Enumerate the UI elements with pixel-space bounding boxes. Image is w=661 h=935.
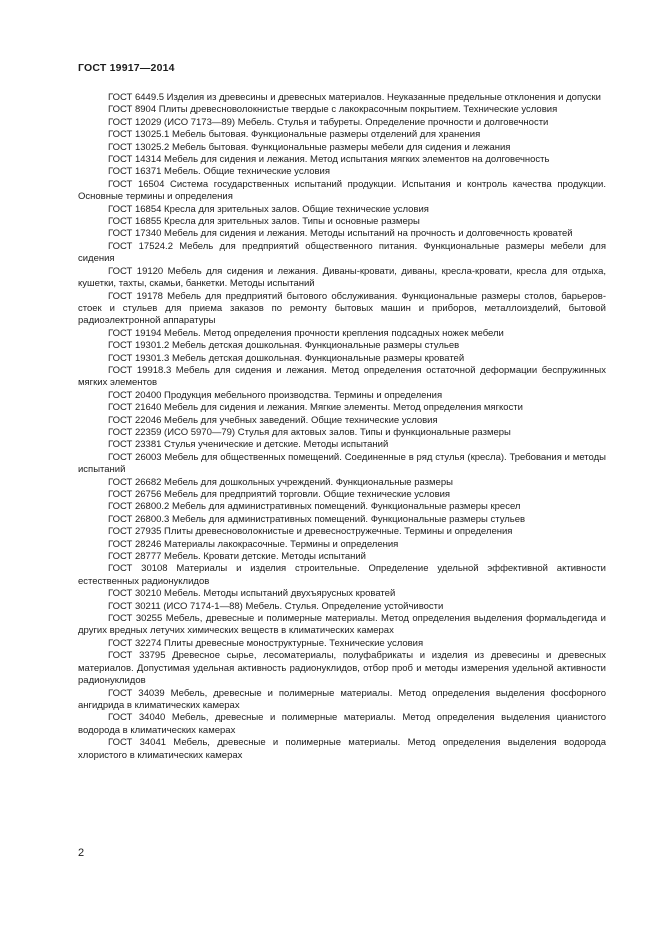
reference-item: ГОСТ 34041 Мебель, древесные и полимерные материалы. Метод определения выделения водорода хлористого в климатических камерах: [78, 737, 606, 761]
reference-item: ГОСТ 27935 Плиты древесноволокнистые и древесностружечные. Термины и определения: [108, 526, 513, 538]
reference-item: ГОСТ 30210 Мебель. Методы испытаний двухъярусных кроватей: [108, 588, 396, 600]
reference-item: ГОСТ 34039 Мебель, древесные и полимерные материалы. Метод определения выделения фосфорного ангидрида в климатических камерах: [78, 687, 606, 711]
reference-item: ГОСТ 28246 Материалы лакокрасочные. Термины и определения: [108, 538, 399, 550]
reference-item: ГОСТ 26800.2 Мебель для административных помещений. Функциональные размеры кресел: [108, 501, 521, 513]
reference-item: ГОСТ 14314 Мебель для сидения и лежания. Метод испытания мягких элементов на долговечность: [108, 154, 550, 166]
reference-item: ГОСТ 26682 Мебель для дошкольных учреждений. Функциональные размеры: [108, 476, 453, 488]
reference-item: ГОСТ 20400 Продукция мебельного производства. Термины и определения: [108, 389, 443, 401]
normative-references-list: [78, 92, 606, 762]
reference-item: ГОСТ 17340 Мебель для сидения и лежания. Методы испытаний на прочность и долговечность кроватей: [108, 228, 573, 240]
reference-item: ГОСТ 26756 Мебель для предприятий торговли. Общие технические условия: [108, 489, 451, 500]
reference-item: ГОСТ 17524.2 Мебель для предприятий общественного питания. Функциональные размеры мебели для сидения: [78, 240, 606, 265]
reference-item: ГОСТ 28777 Мебель. Кровати детские. Методы испытаний: [108, 551, 366, 563]
reference-item: ГОСТ 19120 Мебель для сидения и лежания. Диваны-кровати, диваны, кресла-кровати, кресла для отдыха, кушетки, тахты, скамьи, банкетки. Методы испытаний: [78, 265, 606, 290]
reference-item: ГОСТ 19301.2 Мебель детская дошкольная. Функциональные размеры стульев: [108, 340, 460, 352]
reference-item: ГОСТ 34040 Мебель, древесные и полимерные материалы. Метод определения выделения цианистого водорода в климатических камерах: [78, 712, 606, 736]
reference-item: ГОСТ 19194 Мебель. Метод определения прочности крепления подсадных ножек мебели: [108, 327, 504, 339]
reference-item: ГОСТ 30108 Материалы и изделия строительные. Определение удельной эффективной активности естественных радионуклидов: [78, 563, 606, 587]
reference-item: ГОСТ 30211 (ИСО 7174-1—88) Мебель. Стулья. Определение устойчивости: [108, 600, 444, 612]
reference-item: ГОСТ 12029 (ИСО 7173—89) Мебель. Стулья и табуреты. Определение прочности и долговечности: [108, 116, 549, 128]
reference-item: ГОСТ 33795 Древесное сырье, лесоматериалы, полуфабрикаты и изделия из древесины и древесных материалов. Допустимая удельная активность радионуклидов, отбор проб и методы измерения удельной активности радионуклидов: [78, 650, 606, 687]
reference-item: ГОСТ 16371 Мебель. Общие технические условия: [108, 166, 331, 178]
reference-item: ГОСТ 6449.5 Изделия из древесины и древесных материалов. Неуказанные предельные отклонения и допуски: [108, 92, 601, 103]
reference-item: ГОСТ 13025.1 Мебель бытовая. Функциональные размеры отделений для хранения: [108, 129, 481, 141]
reference-item: ГОСТ 21640 Мебель для сидения и лежания. Мягкие элементы. Метод определения мягкости: [108, 402, 523, 414]
reference-item: ГОСТ 16855 Кресла для зрительных залов. Типы и основные размеры: [108, 216, 420, 228]
reference-item: ГОСТ 26800.3 Мебель для административных помещений. Функциональные размеры стульев: [108, 513, 526, 525]
reference-item: ГОСТ 16854 Кресла для зрительных залов. Общие технические условия: [108, 203, 429, 215]
standard-code-header: ГОСТ 19917—2014: [78, 62, 175, 74]
page-number: 2: [78, 847, 85, 859]
reference-item: ГОСТ 19178 Мебель для предприятий бытового обслуживания. Функциональные размеры столов, барьеров-стоек и стульев для приема заказов по ремонту бытовых машин и приборов, металлоизделий, бытовой радиоэлектронной аппаратуры: [78, 290, 606, 327]
reference-item: ГОСТ 26003 Мебель для общественных помещений. Соединенные в ряд стулья (кресла). Требования и методы испытаний: [78, 451, 606, 476]
reference-item: ГОСТ 30255 Мебель, древесные и полимерные материалы. Метод определения выделения формальдегида и других вредных летучих химических веществ в климатических камерах: [78, 613, 606, 637]
reference-item: ГОСТ 13025.2 Мебель бытовая. Функциональные размеры мебели для сидения и лежания: [108, 141, 511, 153]
reference-item: ГОСТ 8904 Плиты древесноволокнистые твердые с лакокрасочным покрытием. Технические условия: [108, 104, 558, 116]
reference-item: ГОСТ 32274 Плиты древесные моноструктурные. Технические условия: [108, 637, 424, 649]
reference-item: ГОСТ 19918.3 Мебель для сидения и лежания. Метод определения остаточной деформации беспружинных мягких элементов: [78, 364, 606, 389]
reference-item: ГОСТ 23381 Стулья ученические и детские. Методы испытаний: [108, 439, 389, 451]
reference-item: ГОСТ 16504 Система государственных испытаний продукции. Испытания и контроль качества продукции. Основные термины и определения: [78, 178, 606, 203]
reference-item: ГОСТ 22046 Мебель для учебных заведений. Общие технические условия: [108, 414, 438, 426]
reference-item: ГОСТ 19301.3 Мебель детская дошкольная. Функциональные размеры кроватей: [108, 352, 465, 364]
reference-item: ГОСТ 22359 (ИСО 5970—79) Стулья для актовых залов. Типы и функциональные размеры: [108, 426, 511, 438]
